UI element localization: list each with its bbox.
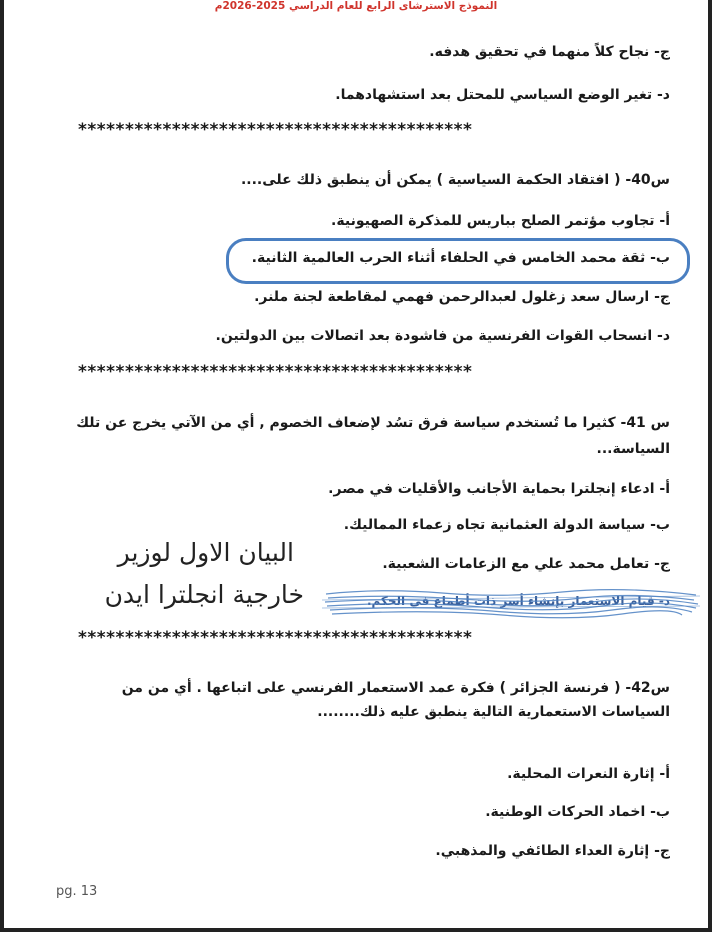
divider-stars: ****************************************** [78, 628, 473, 648]
q39-option-c: ج- نجاح كلاً منهما في تحقيق هدفه. [429, 44, 670, 60]
q42-option-c: ج- إثارة العداء الطائفي والمذهبي. [435, 843, 670, 859]
page-number: pg. 13 [56, 884, 98, 899]
q40-option-c: ج- ارسال سعد زغلول لعبدالرحمن فهمي لمقاطعة لجنة ملنر. [254, 289, 670, 305]
q41-option-b: ب- سياسة الدولة العثمانية تجاه زعماء المماليك. [343, 517, 670, 533]
q40-question: س40- ( افتقاد الحكمة السياسية ) يمكن أن ينطبق ذلك على.... [240, 172, 670, 188]
q40-option-a: أ- تجاوب مؤتمر الصلح بباريس للمذكرة الصهيونية. [331, 213, 670, 229]
divider-stars: ****************************************** [78, 120, 473, 140]
q40-option-d: د- انسحاب القوات الفرنسية من فاشودة بعد اتصالات بين الدولتين. [215, 328, 670, 344]
divider-stars: ****************************************** [78, 362, 473, 382]
q41-option-c: ج- تعامل محمد علي مع الزعامات الشعبية. [382, 556, 670, 572]
page-header: النموذج الاسترشاى الرابع للعام الدراسي 2025-2026م [214, 0, 498, 12]
q41-question: س 41- كثيرا ما تُستخدم سياسة فرق تسُد لإضعاف الخصوم , أي من الآتي يخرج عن تلك السياسة... [76, 415, 670, 457]
q40-option-b: ب- ثقة محمد الخامس في الحلفاء أثناء الحرب العالمية الثانية. [251, 250, 670, 266]
q41-option-a: أ- ادعاء إنجلترا بحماية الأجانب والأقليات في مصر. [328, 481, 670, 497]
q41-option-d: د- قيام الاستعمار بإنشاء أسر ذات أطماع في الحكم. [366, 594, 670, 608]
q39-option-d: د- تغير الوضع السياسي للمحتل بعد استشهادهما. [335, 87, 670, 103]
handwritten-note-line2: خارجية انجلترا ايدن [104, 580, 304, 609]
q42-option-a: أ- إثارة النعرات المحلية. [507, 766, 670, 782]
handwritten-note-line1: البيان الاول لوزير [117, 538, 294, 567]
scribble-strikethrough [322, 586, 700, 620]
q42-question: س42- ( فرنسة الجزائر ) فكرة عمد الاستعمار الفرنسي على اتباعها . أي من من السياسات الاستعمارية التالية ينطبق عليه ذلك........ [121, 680, 670, 720]
q42-option-b: ب- اخماد الحركات الوطنية. [485, 804, 670, 820]
